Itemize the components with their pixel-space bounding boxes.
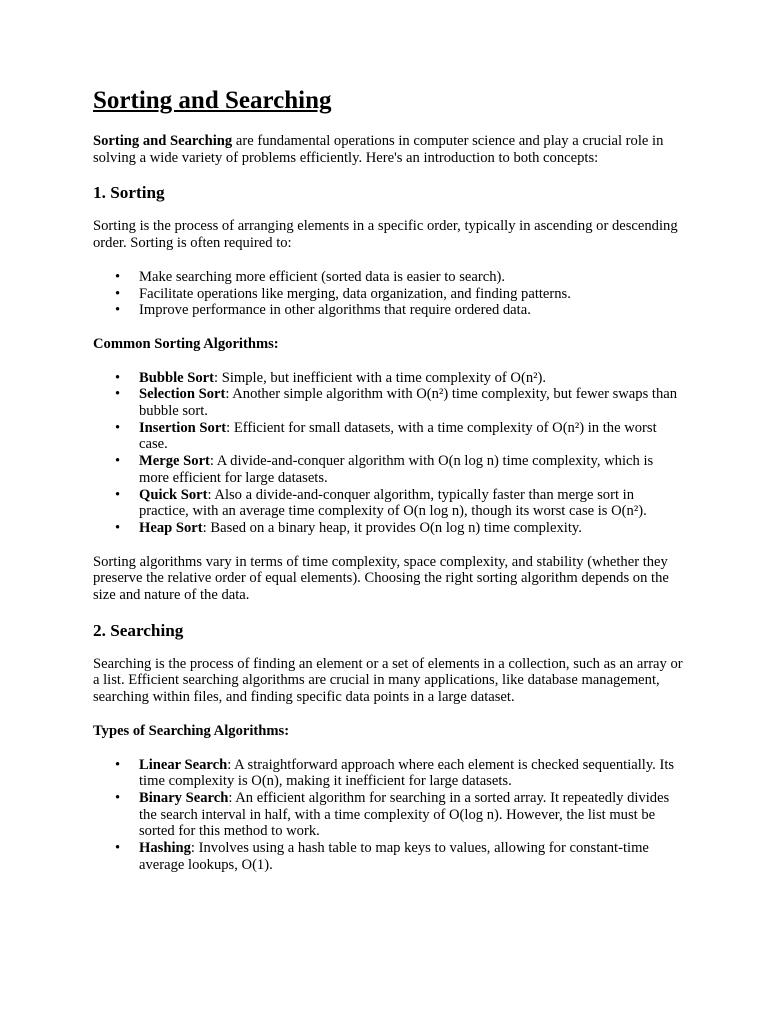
algorithm-name: Selection Sort — [139, 386, 226, 403]
bullet-icon: • — [115, 302, 121, 319]
algorithm-name: Hashing — [139, 840, 191, 857]
list-item — [115, 268, 683, 286]
bullet-icon: • — [115, 789, 121, 806]
list-item — [115, 519, 683, 537]
algorithm-desc: : Another simple algorithm with O(n²) time complexity, but fewer swaps than bubble sort. — [139, 386, 678, 420]
algorithm-name: Heap Sort — [139, 519, 203, 536]
algorithm-desc: : A divide-and-conquer algorithm with O(n log n) time complexity, which is more efficient for large datasets. — [139, 453, 654, 486]
algorithm-name: Bubble Sort — [139, 369, 215, 386]
algorithm-name: Merge Sort — [139, 453, 210, 470]
sorting-paragraph: Sorting is the process of arranging elements in a specific order, typically in ascending or descending order. Sorting is often required to: — [93, 218, 678, 252]
bullet-icon: • — [115, 285, 121, 302]
list-item — [115, 789, 683, 840]
bullet-icon: • — [115, 519, 121, 536]
list-item — [115, 386, 683, 420]
list-item — [115, 369, 683, 387]
algorithm-desc: : Also a divide-and-conquer algorithm, typically faster than merge sort in practice, with an average time complexity of O(n log n), though its worst case is O(n²). — [139, 486, 647, 520]
list-item — [115, 840, 683, 873]
algorithm-desc: : A straightforward approach where each element is checked sequentially. Its time complexity is O(n), making it inefficient for large datasets. — [139, 756, 675, 790]
algorithm-desc: : Simple, but inefficient with a time complexity of O(n²). — [214, 369, 547, 386]
bullet-icon: • — [115, 268, 121, 285]
algorithm-desc: : An efficient algorithm for searching in a sorted array. It repeatedly divides the search interval in half, with a time complexity of O(log n). However, the list must be sorted for this method to work. — [139, 789, 670, 840]
bullet-icon: • — [115, 486, 121, 503]
page-title: Sorting and Searching — [93, 87, 332, 114]
bullet-icon: • — [115, 453, 121, 470]
list-item — [115, 756, 683, 790]
bullet-icon: • — [115, 419, 121, 436]
list-item-text: Facilitate operations like merging, data organization, and finding patterns. — [139, 285, 571, 302]
list-item — [115, 302, 683, 319]
algorithm-desc: : Efficient for small datasets, with a time complexity of O(n²) in the worst case. — [139, 419, 657, 453]
algorithm-name: Binary Search — [139, 789, 229, 806]
algorithm-desc: : Involves using a hash table to map keys to values, allowing for constant-time average lookups, O(1). — [139, 840, 649, 873]
list-item — [115, 486, 683, 520]
list-item-text: Make searching more efficient (sorted data is easier to search). — [139, 268, 506, 285]
algorithm-name: Linear Search — [139, 756, 228, 773]
bullet-icon: • — [115, 840, 121, 857]
list-item — [115, 453, 683, 486]
algorithm-name: Quick Sort — [139, 486, 208, 503]
list-item-text: Improve performance in other algorithms that require ordered data. — [139, 302, 531, 319]
searching-algorithms-subheading: Types of Searching Algorithms: — [93, 722, 290, 739]
list-item — [115, 285, 683, 303]
searching-paragraph: Searching is the process of finding an element or a set of elements in a collection, such as an array or a list. Efficient searching algorithms are crucial in many applications, like database management, searching within files, and finding specific data points in a large dataset. — [93, 655, 683, 706]
list-item — [115, 419, 683, 453]
intro-text: are fundamental operations in computer science and play a crucial role in solving a wide variety of problems efficiently. Here's an introduction to both concepts: — [93, 133, 664, 166]
searching-algorithms-list — [93, 757, 683, 874]
algorithm-desc: : Based on a binary heap, it provides O(n log n) time complexity. — [202, 519, 582, 536]
bullet-icon: • — [115, 386, 121, 403]
intro-bold-term: Sorting and Searching — [93, 133, 233, 149]
bullet-icon: • — [115, 756, 121, 773]
document-body — [93, 86, 683, 891]
bullet-icon: • — [115, 369, 121, 386]
algorithm-name: Insertion Sort — [139, 419, 227, 436]
sorting-algorithms-list — [93, 370, 683, 537]
sorting-algorithms-subheading: Common Sorting Algorithms: — [93, 335, 279, 352]
sorting-uses-list — [93, 269, 683, 319]
sorting-closing-paragraph: Sorting algorithms vary in terms of time complexity, space complexity, and stability (whether they preserve the relative order of equal elements). Choosing the right sorting algorithm depends on the size and nature of the data. — [93, 553, 669, 604]
sorting-heading: 1. Sorting — [93, 183, 165, 203]
searching-heading: 2. Searching — [93, 620, 184, 640]
intro-paragraph — [93, 133, 683, 166]
